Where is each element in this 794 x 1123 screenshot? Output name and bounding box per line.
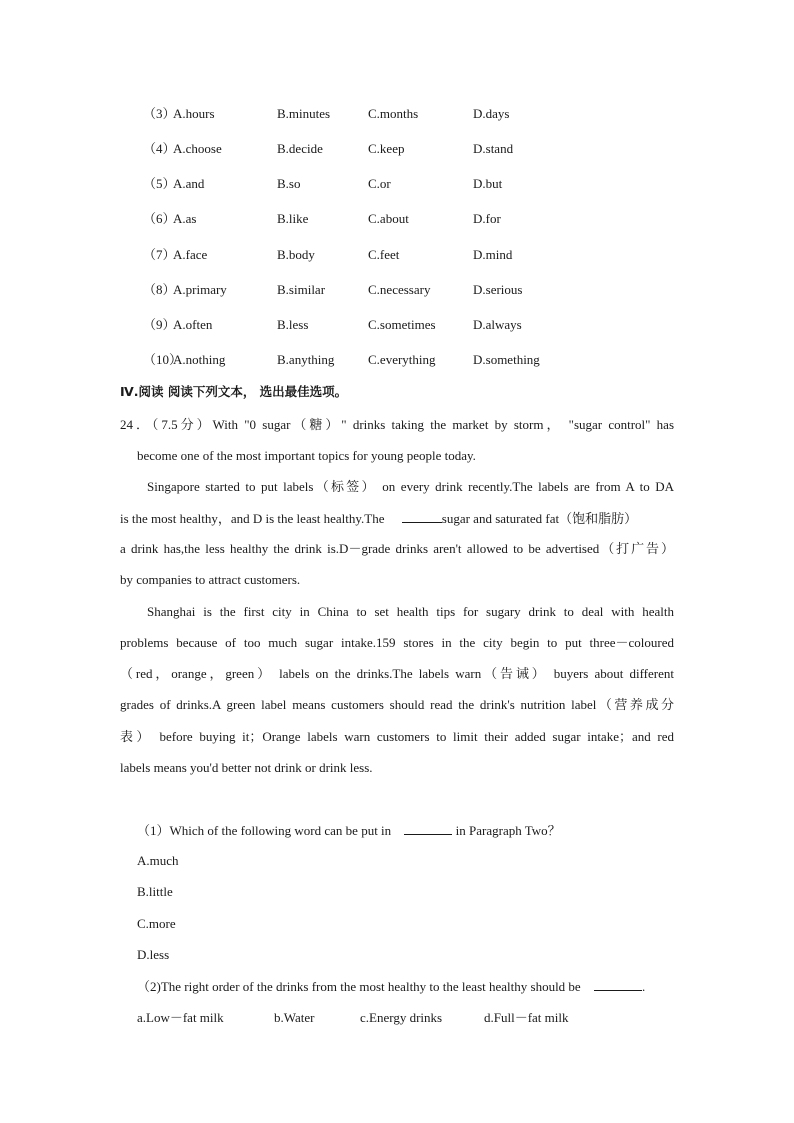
question-number: （3） (143, 106, 176, 121)
passage-line: Shanghai is the first city in China to set health tips for sugary drink to deal with health (147, 604, 674, 619)
option-d: D.something (473, 352, 540, 367)
q1-option-a[interactable]: A.much (137, 853, 179, 868)
option-d: D.always (473, 317, 522, 332)
option-b: B.decide (277, 141, 323, 156)
option-c: C.necessary (368, 282, 431, 297)
option-c: C.keep (368, 141, 405, 156)
question-number: （4） (143, 141, 176, 156)
drink-item: b.Water (274, 1010, 315, 1025)
q1-option-c[interactable]: C.more (137, 916, 176, 931)
section-heading: Ⅳ.阅读 阅读下列文本， 选出最佳选项。 (120, 384, 348, 399)
option-a: A.as (173, 211, 197, 226)
option-a: A.nothing (173, 352, 226, 367)
question-end-mark: . (641, 979, 646, 994)
question-number: （8） (143, 282, 176, 297)
answer-blank[interactable] (404, 820, 452, 835)
option-a: A.often (173, 317, 213, 332)
option-d: D.days (473, 106, 510, 121)
question-text: in Paragraph Two？ (455, 823, 561, 838)
question-number: （7） (143, 247, 176, 262)
question-number: （9） (143, 317, 176, 332)
option-a: A.choose (173, 141, 222, 156)
option-c: C.or (368, 176, 391, 191)
passage-line: （red，orange，green） labels on the drinks.The labels warn（告诫） buyers about different (120, 666, 674, 681)
fill-blank (402, 508, 442, 523)
question-1-stem (137, 820, 674, 840)
drink-item: c.Energy drinks (360, 1010, 443, 1025)
answer-blank[interactable] (594, 976, 642, 991)
passage-line: grades of drinks.A green label means customers should read the drink's nutrition label（营养成分 (120, 697, 674, 712)
option-a: A.hours (173, 106, 215, 121)
option-b: B.less (277, 317, 309, 332)
option-b: B.similar (277, 282, 326, 297)
question-text: （2)The right order of the drinks from the most healthy to the least healthy should be (137, 979, 581, 994)
option-b: B.minutes (277, 106, 331, 121)
option-c: C.months (368, 106, 419, 121)
question-2-stem (137, 976, 674, 996)
option-a: A.face (173, 247, 208, 262)
passage-line-with-blank (120, 508, 674, 528)
passage-line: a drink has,the less healthy the drink is.D－grade drinks aren't allowed to be advertised（打广告） (120, 541, 674, 556)
passage-line: problems because of too much sugar intake.159 stores in the city begin to put three－coloured (120, 635, 674, 650)
option-a: A.primary (173, 282, 227, 297)
option-b: B.body (277, 247, 315, 262)
option-c: C.about (368, 211, 409, 226)
option-c: C.everything (368, 352, 436, 367)
option-c: C.sometimes (368, 317, 436, 332)
passage-line: 24．（7.5分）With "0 sugar（糖）" drinks taking the market by storm， "sugar control" has (120, 417, 674, 432)
passage-line: Singapore started to put labels（标签） on every drink recently.The labels are from A to DA (147, 479, 674, 494)
q1-option-d[interactable]: D.less (137, 947, 170, 962)
option-d: D.mind (473, 247, 513, 262)
option-a: A.and (173, 176, 205, 191)
drink-item: d.Full－fat milk (484, 1010, 569, 1025)
passage-line: become one of the most important topics for young people today. (137, 448, 476, 463)
passage-line: by companies to attract customers. (120, 572, 301, 587)
passage-text: is the most healthy，and D is the least healthy.The (120, 511, 385, 526)
option-b: B.anything (277, 352, 335, 367)
question-text: （1）Which of the following word can be put in (137, 823, 392, 838)
passage-text: sugar and saturated fat（饱和脂肪） (441, 511, 638, 526)
option-b: B.so (277, 176, 301, 191)
question-number: （5） (143, 176, 176, 191)
passage-line: labels means you'd better not drink or drink less. (120, 760, 373, 775)
option-d: D.for (473, 211, 501, 226)
drink-item: a.Low－fat milk (137, 1010, 224, 1025)
passage-line: 表） before buying it；Orange labels warn customers to limit their added sugar intake；and red (120, 729, 674, 744)
q1-option-b[interactable]: B.little (137, 884, 173, 899)
option-d: D.but (473, 176, 503, 191)
option-c: C.feet (368, 247, 400, 262)
question-number: （10） (143, 352, 183, 367)
option-d: D.serious (473, 282, 523, 297)
question-number: （6） (143, 211, 176, 226)
option-b: B.like (277, 211, 309, 226)
option-d: D.stand (473, 141, 514, 156)
